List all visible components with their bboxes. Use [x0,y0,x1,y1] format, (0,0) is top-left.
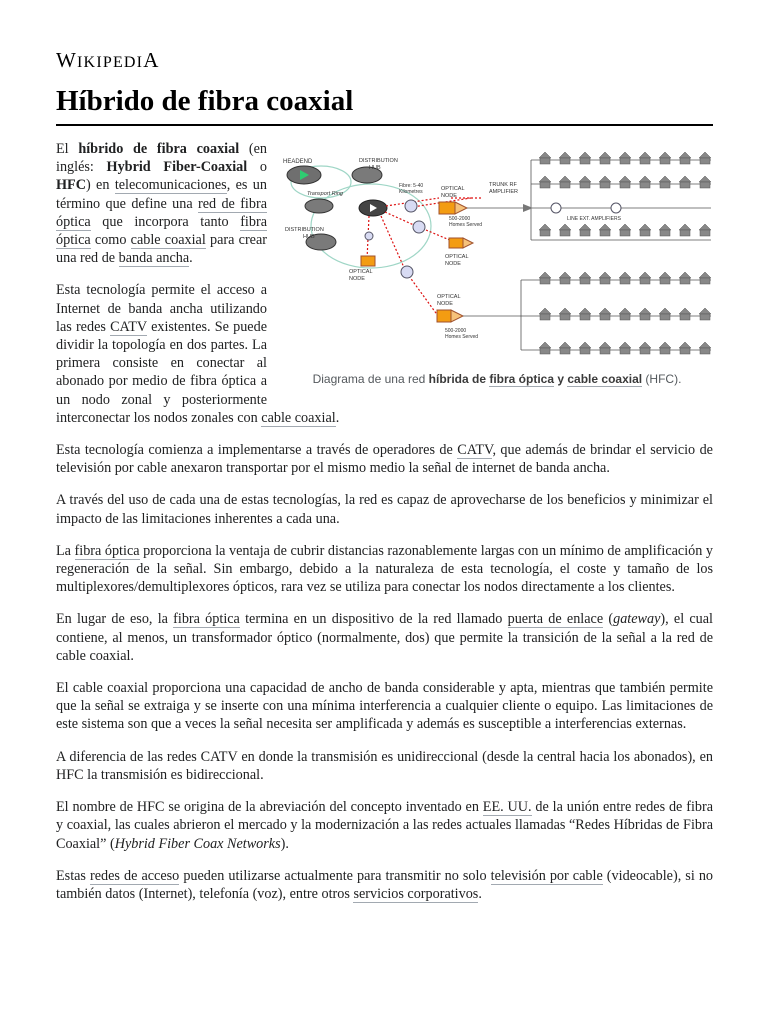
svg-text:Homes Served: Homes Served [449,222,483,228]
link-telecomunicaciones[interactable]: telecomunicaciones [114,177,227,194]
paragraph-bidirectional: A diferencia de las redes CATV en donde la transmisión es unidireccional (desde la central hacia los abonados), en HFC la transmisión es bidireccional. [56,748,713,783]
svg-text:DISTRIBUTION: DISTRIBUTION [285,227,324,233]
svg-text:NODE: NODE [437,301,453,307]
link-fibra-optica-2[interactable]: fibra óptica [74,542,140,559]
paragraph-history: Esta tecnología comienza a implementarse a través de operadores de CATV, que además de brindar el servicio de televisión por cable anexaron transportar por el mismo medio la señal de internet de banda ancha. [56,442,713,477]
link-catv[interactable]: CATV [110,318,147,335]
link-catv-2[interactable]: CATV [457,442,493,459]
link-fibra-optica-3[interactable]: fibra óptica [173,611,240,628]
hfc-network-diagram [281,140,713,364]
paragraph-topology: Esta tecnología permite el acceso a Internet de banda ancha utilizando las redes CATV existentes. Se puede dividir la topología en dos partes. La primera consiste en conectar al abonado por medio de fibra óptica a un nodo zonal y posteriormente interconectar los nodos zonales con cable coaxial. [56,282,340,426]
svg-text:OPTICAL: OPTICAL [445,254,469,260]
svg-text:500-2000: 500-2000 [449,216,471,222]
caption-link-cable-coaxial[interactable]: cable coaxial [567,372,643,387]
svg-text:NODE: NODE [441,193,457,199]
svg-text:OPTICAL: OPTICAL [437,294,461,300]
paragraph-intro: El híbrido de fibra coaxial (en inglés: Hybrid Fiber-Coaxial o HFC) en telecomunicaciones, es un término que define una red de fibra óptica que incorpora tanto fibra óptica como cable coaxial para crear una red de banda ancha. [56,141,267,267]
svg-text:HEADEND: HEADEND [283,159,313,165]
paragraph-access-networks: Estas redes de acceso pueden utilizarse actualmente para transmitir no solo televisión por cable (videocable), si no también datos (Internet), telefonía (voz), entre otros servicios corporativos. [56,867,714,902]
wikipedia-logo[interactable]: WIKIPEDIA [56,48,160,72]
svg-text:OPTICAL: OPTICAL [441,186,465,192]
svg-text:HUB: HUB [303,234,315,240]
link-cable-coaxial[interactable]: cable coaxial [130,232,206,249]
paragraph-gateway: En lugar de eso, la fibra óptica termina en un dispositivo de la red llamado puerta de enlace (gateway), el cual contiene, al menos, un transformador óptico (normalmente, dos) que permite la transición de la señal a la red de cable coaxial. [56,611,713,664]
link-cable-coaxial-2[interactable]: cable coaxial [261,409,336,426]
svg-text:Kilometres: Kilometres [399,189,423,195]
svg-text:Transport Ring: Transport Ring [307,191,343,197]
link-redes-de-acceso[interactable]: redes de acceso [90,867,180,884]
svg-text:Homes Served: Homes Served [445,334,479,340]
svg-text:LINE EXT. AMPLIFIERS: LINE EXT. AMPLIFIERS [567,216,621,222]
svg-text:NODE: NODE [349,276,365,282]
link-fibra-optica[interactable]: fibra óptica [56,213,267,249]
link-ee-uu[interactable]: EE. UU. [482,799,532,816]
link-television-por-cable[interactable]: televisión por cable [490,867,603,884]
caption-link-fibra-optica[interactable]: fibra óptica [489,372,555,387]
paragraph-benefits: A través del uso de cada una de estas tecnologías, la red es capaz de aprovecharse de los beneficios y minimizar el impacto de las limitaciones inherentes a cada una. [56,492,713,527]
link-servicios-corporativos[interactable]: servicios corporativos [353,885,479,902]
svg-text:TRUNK RF: TRUNK RF [489,182,517,188]
svg-text:NODE: NODE [445,261,461,267]
paragraph-name-origin: El nombre de HFC se origina de la abreviación del concepto inventado en EE. UU. de la unión entre redes de fibra y coaxial, las cuales abrieron el mercado y la modernización a las redes actuales llamadas “Redes Híbridas de Fibra Coaxial” (Hybrid Fiber Coax Networks). [56,799,713,852]
svg-text:500-2000: 500-2000 [445,328,467,334]
link-red-de-fibra-optica[interactable]: red de fibra óptica [56,195,267,230]
article-body [56,140,713,917]
paragraph-fiber: La fibra óptica proporciona la ventaja de cubrir distancias razonablemente largas con un mínimo de amplificación y regeneración de la señal. Sin embargo, debido a la naturaleza de esta tecnología, el coste y tamaño de los multiplexores/demultiplexores ópticos, rara vez se utiliza para conectar los nodos directamente a los clientes. [56,542,714,596]
svg-text:HUB: HUB [369,165,381,171]
figure-caption: Diagrama de una red híbrida de fibra óptica y cable coaxial (HFC). [312,372,682,387]
svg-text:AMPLIFIER: AMPLIFIER [489,189,519,195]
svg-text:Fibre: 5-40: Fibre: 5-40 [399,183,424,189]
svg-text:OPTICAL: OPTICAL [349,269,373,275]
hfc-diagram-figure [281,140,713,387]
houses-icon [539,152,711,354]
link-puerta-de-enlace[interactable]: puerta de enlace [507,611,604,628]
svg-text:DISTRIBUTION: DISTRIBUTION [359,158,398,164]
paragraph-coax: El cable coaxial proporciona una capacidad de ancho de banda considerable y apta, mientras que también permite que la señal se extraiga y se inserte con una mínima interferencia a cualquier cliente o equipo. Las limitaciones de este sistema son que a veces la señal necesita ser amplificada y además es susceptible a interferencias externas. [56,680,713,733]
link-banda-ancha[interactable]: banda ancha [118,250,190,267]
page-title: Híbrido de fibra coaxial [56,82,713,126]
